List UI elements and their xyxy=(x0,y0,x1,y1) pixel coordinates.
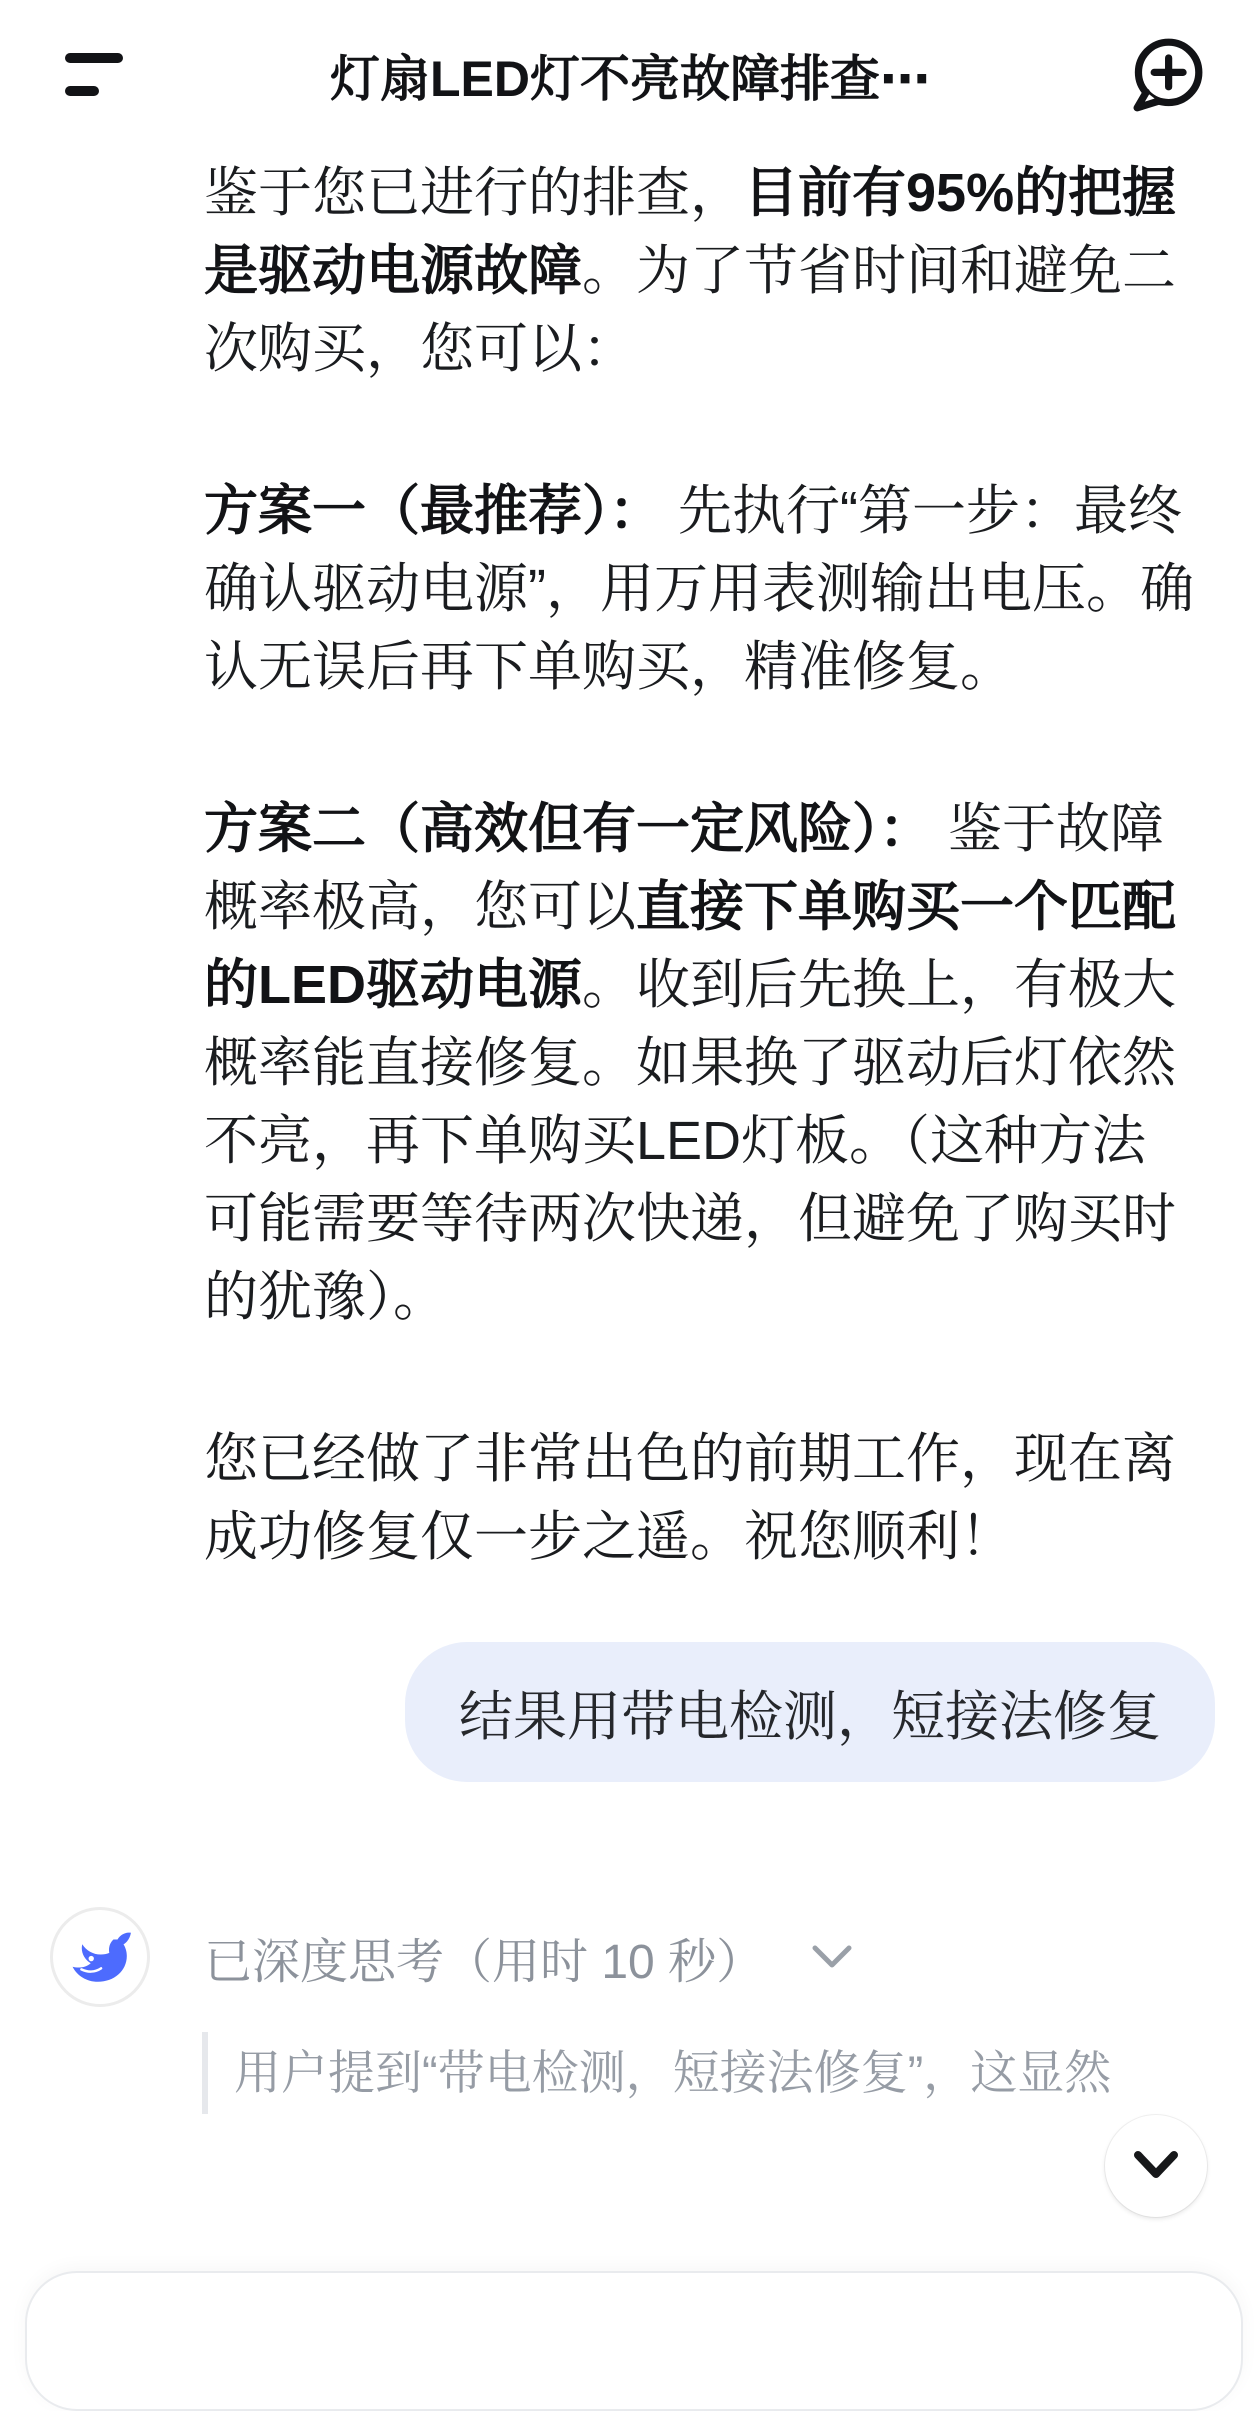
assistant-paragraph: 鉴于您已进行的排查，目前有95%的把握是驱动电源故障。为了节省时间和避免二次购买，您可以： xyxy=(204,163,1177,379)
scroll-to-bottom-button[interactable] xyxy=(1105,2115,1207,2217)
top-bar xyxy=(0,0,1260,150)
whale-logo-icon xyxy=(67,1924,133,1990)
menu-icon[interactable] xyxy=(65,53,125,97)
user-message-row xyxy=(0,1642,1215,1782)
chat-title: 灯扇LED灯不亮故障排查⋯ xyxy=(330,51,930,107)
menu-bar-top xyxy=(65,53,123,63)
assistant-message xyxy=(0,150,1260,1576)
user-message-bubble[interactable] xyxy=(405,1642,1215,1782)
chevron-down-icon xyxy=(1133,2150,1179,2182)
user-message-text: 结果用带电检测，短接法修复 xyxy=(459,1686,1161,1747)
assistant-paragraph: 方案一（最推荐）： 先执行“第一步：最终确认驱动电源”，用万用表测输出电压。确认无误后再下单购买，精准修复。 xyxy=(204,481,1194,697)
message-input[interactable] xyxy=(25,2271,1243,2411)
chevron-down-icon[interactable] xyxy=(810,1942,854,1972)
menu-bar-bottom xyxy=(65,86,99,96)
assistant-paragraph: 方案二（高效但有一定风险）： 鉴于故障概率极高，您可以直接下单购买一个匹配的LED驱动电源。收到后先换上，有极大概率能直接修复。如果换了驱动后灯依然不亮，再下单购买LED灯板。（这种方法可能需要等待两次快递，但避免了购买时的犹豫）。 xyxy=(204,799,1176,1327)
thinking-header-row xyxy=(50,1907,1260,2007)
thinking-preview-quote xyxy=(202,2032,1243,2114)
new-chat-icon[interactable] xyxy=(1124,33,1208,117)
assistant-avatar xyxy=(50,1907,150,2007)
assistant-paragraph: 您已经做了非常出色的前期工作，现在离成功修复仅一步之遥。祝您顺利！ xyxy=(204,1429,1176,1567)
thinking-preview-text: 用户提到“带电检测，短接法修复”，这显然 xyxy=(234,2046,1112,2099)
deep-think-label[interactable]: 已深度思考（用时 10 秒） xyxy=(204,1923,854,1992)
